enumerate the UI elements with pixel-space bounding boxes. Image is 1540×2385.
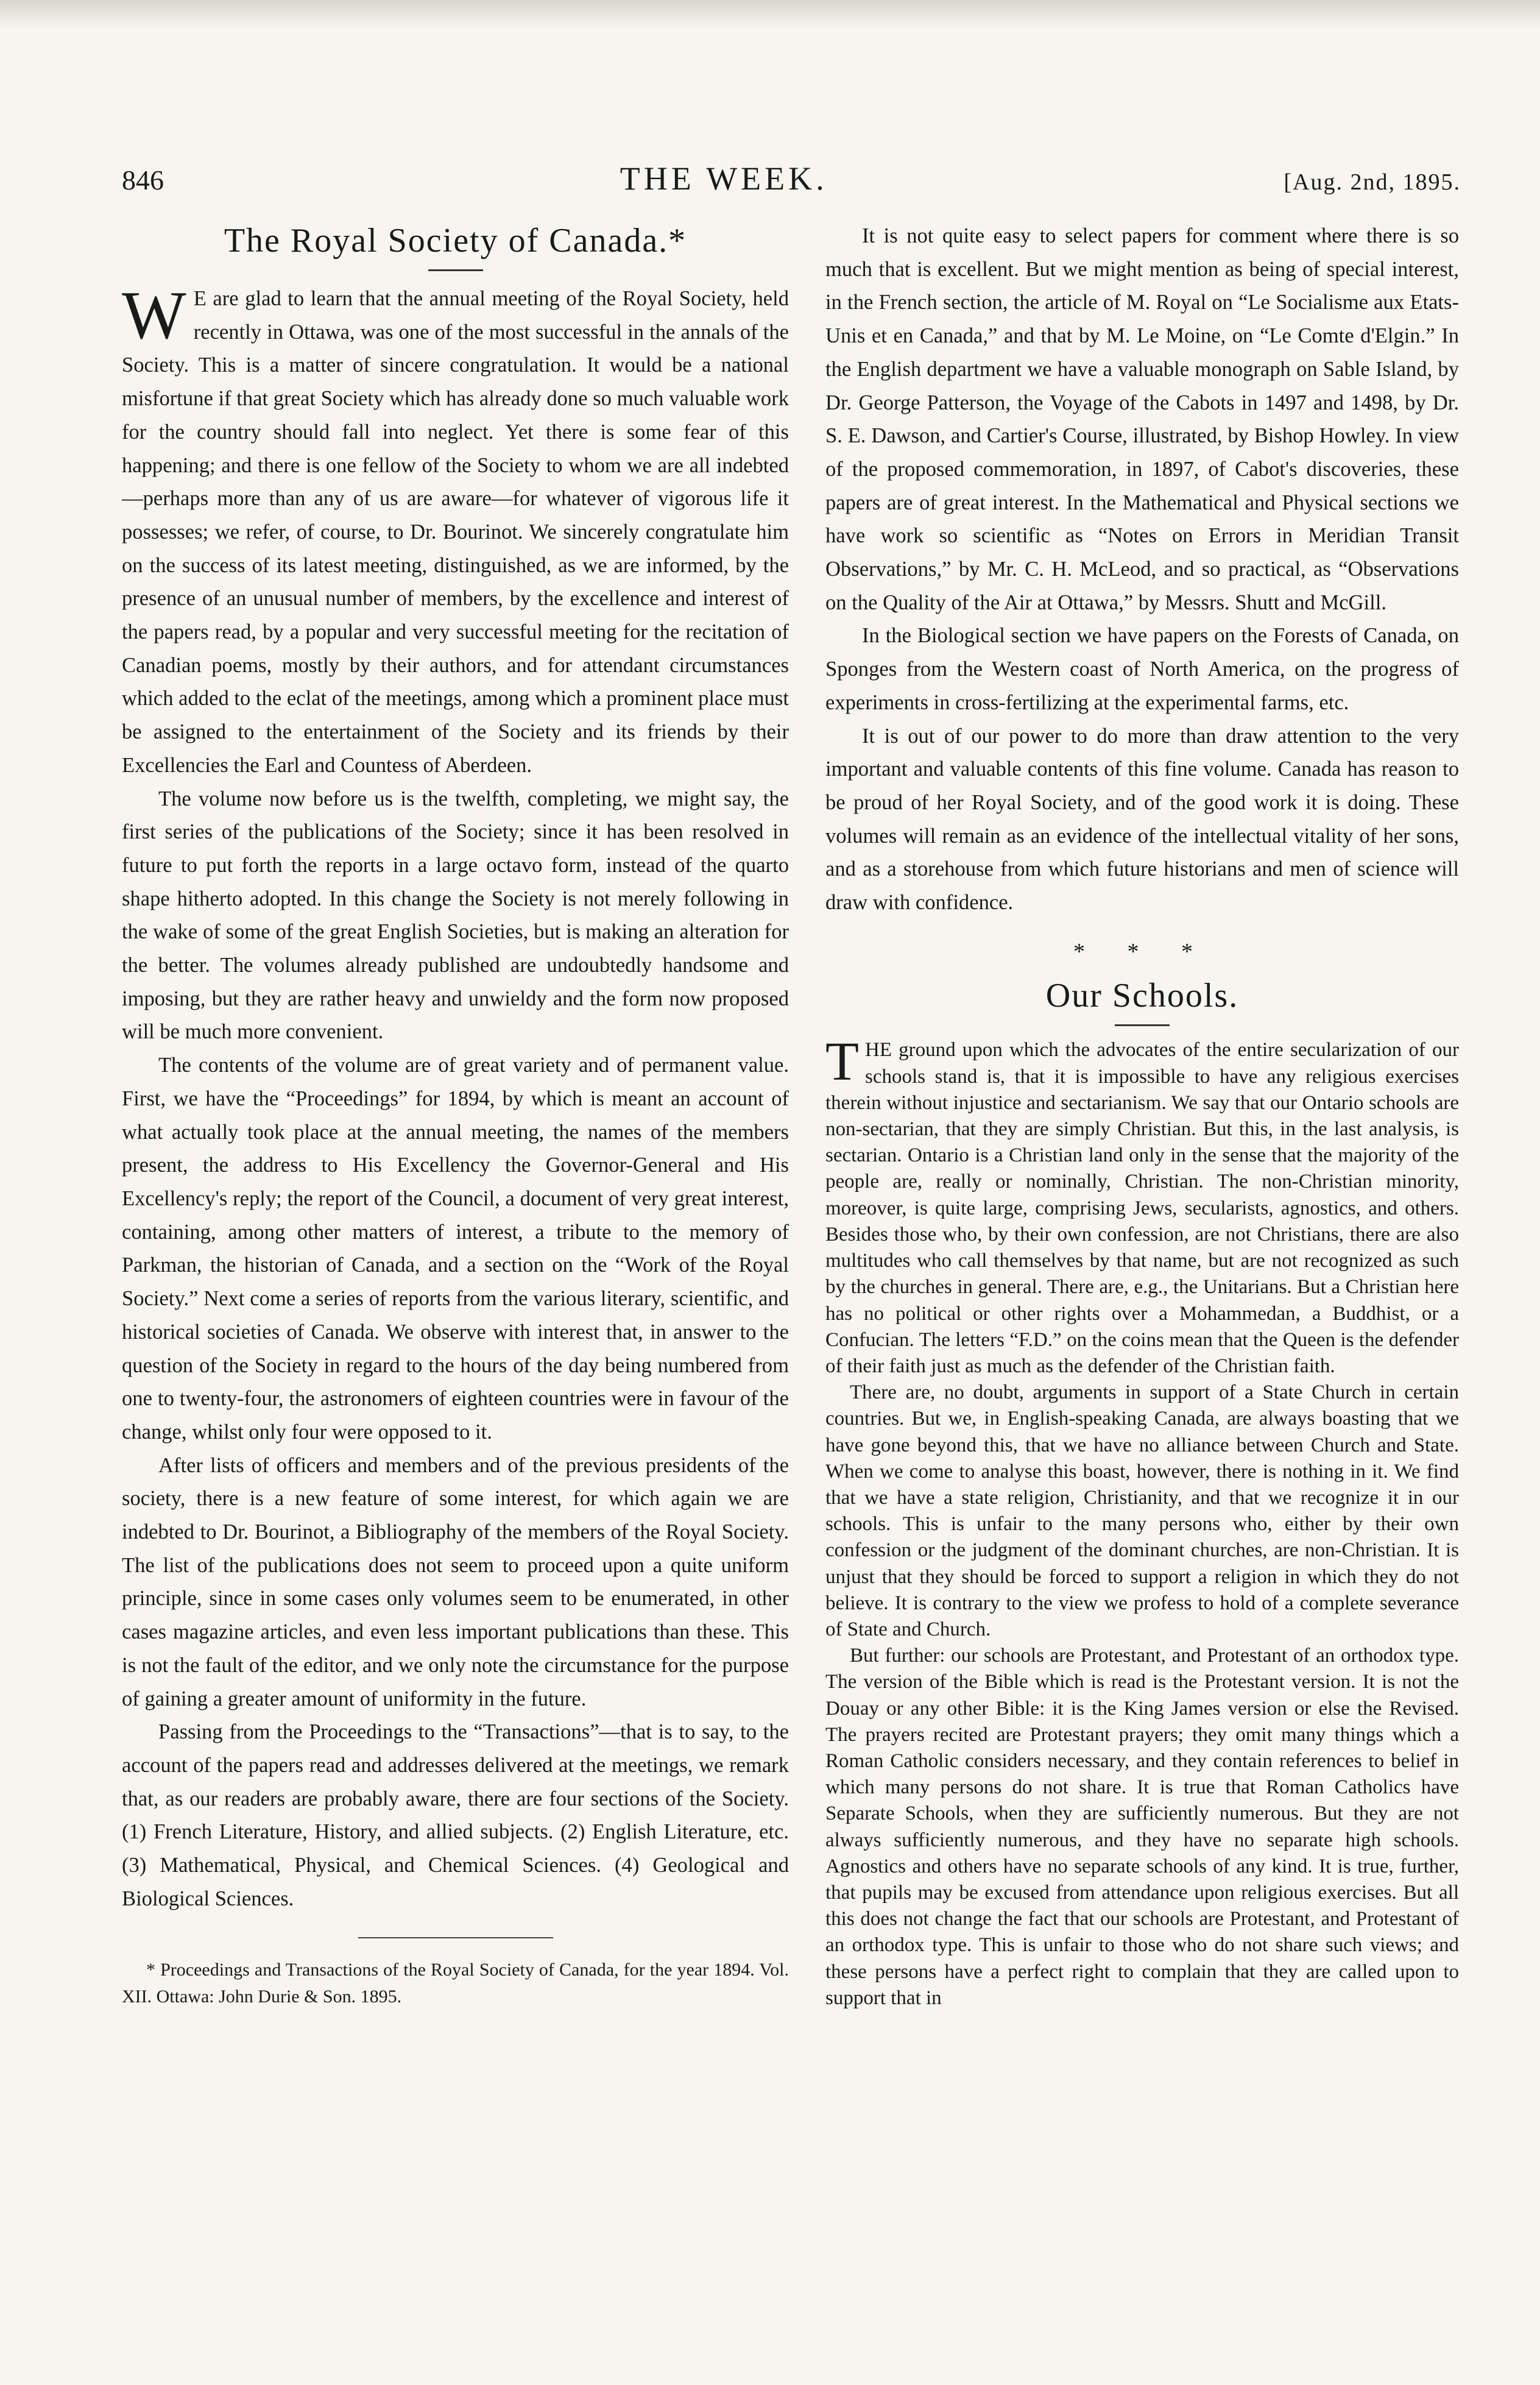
- paragraph: [122, 278, 789, 782]
- issue-date: [Aug. 2nd, 1895.: [1284, 169, 1461, 195]
- dropcap: T: [825, 1032, 859, 1093]
- left-column: [122, 219, 789, 2029]
- footnote-rule: [358, 1937, 553, 1938]
- paragraph: It is out of our power to do more than draw attention to the very important and valuable contents of this fine volume. Canada has reason to be proud of her Royal Society, and of the good work it is doing. These volumes will remain as an evidence of the intellectual vitality of her sons, and as a storehouse from which future historians and men of science will draw with confidence.: [825, 724, 1459, 915]
- paragraph: Passing from the Proceedings to the “Transactions”—that is to say, to the account of the papers read and addresses delivered at the meetings, we remark that, as our readers are probably aware, there are four sections of the Society. (1) French Literature, History, and allied subjects. (2) English Literature, etc. (3) Mathematical, Physical, and Chemical Sciences. (4) Geological and Biological Sciences.: [122, 1720, 789, 1910]
- title-rule: [428, 269, 483, 271]
- paragraph: The contents of the volume are of great variety and of permanent value. First, we have the “Proceedings” for 1894, by which is meant an account of what actually took place at the annual meeting, the names of the members present, the address to His Excellency the Governor-General and His Excellency's reply; the report of the Council, a document of very great interest, containing, among other matters of interest, a tribute to the memory of Parkman, the historian of Canada, and a section on the “Work of the Royal Society.” Next come a series of reports from the various literary, scientific, and historical societies of Canada. We observe with interest that, in answer to the question of the Society in regard to the hours of the day being numbered from one to twenty-four, the astronomers of eighteen countries were in favour of the change, whilst only four were opposed to it.: [122, 1054, 789, 1444]
- scan-edge: [0, 0, 1540, 29]
- paragraph: It is not quite easy to select papers for comment where there is so much that is excellent. But we might mention as being of special interest, in the French section, the article of M. Royal on “Le Socialisme aux Etats-Unis et en Canada,” and that by M. Le Moine, on “Le Comte d'Elgin.” In the English department we have a valuable monograph on Sable Island, by Dr. George Patterson, the Voyage of the Cabots in 1497 and 1498, by Dr. S. E. Dawson, and Cartier's Course, illustrated, by Bishop Howley. In view of the proposed commemoration, in 1897, of Cabot's discoveries, these papers are of great interest. In the Mathematical and Physical sections we have work so scientific as “Notes on Errors in Meridian Transit Observations,” by Mr. C. H. McLeod, and so practical, as “Observations on the Quality of the Air at Ottawa,” by Messrs. Shutt and McGill.: [825, 224, 1459, 614]
- article-title-our-schools: Our Schools.: [1045, 977, 1239, 1015]
- page-header: [122, 160, 1461, 202]
- paragraph: There are, no doubt, arguments in support of a State Church in certain countries. But we, in English-speaking Canada, are always boasting that we have gone beyond this, that we have no alliance between Church and State. When we come to analyse this boast, however, there is nothing in it. We find that we have a state religion, Christianity, and that we recognize it in our schools. This is unfair to the many persons who, either by their own confession or the judgment of the dominant churches, are non-Christian. It is unjust that they should be forced to support a religion in which they do not believe. It is contrary to the view we profess to hold of a complete severance of State and Church.: [825, 1381, 1459, 1640]
- right-column: [825, 219, 1459, 2011]
- paragraph: The volume now before us is the twelfth, completing, we might say, the first series of the publications of the Society; since it has been resolved in future to put forth the reports in a large octavo form, instead of the quarto shape hitherto adopted. In this change the Society is not merely following in the wake of some of the great English Societies, but is making an alteration for the better. The volumes already published are undoubtedly handsome and imposing, but they are rather heavy and unwieldy and the form now proposed will be much more convenient.: [122, 787, 789, 1044]
- paragraph-text: E are glad to learn that the annual meeting of the Royal Society, held recently in Ottawa, was one of the most successful in the annals of the Society. This is a matter of sincere congratulation. It would be a national misfortune if that great Society which has already done so much valuable work for the country should fall into neglect. Yet there is some fear of this happening; and there is one fellow of the Society to whom we are all indebted—perhaps more than any of us are aware—for whatever of vigorous life it possesses; we refer, of course, to Dr. Bourinot. We sincerely congratulate him on the success of its latest meeting, distinguished, as we are informed, by the presence of an unusual number of members, by the excellence and interest of the papers read, by a popular and very successful meeting for the recitation of Canadian poems, mostly by their authors, and for attendant circumstances which added to the eclat of the meetings, among which a prominent place must be assigned to the entertainment of the Society and its friends by their Excellencies the Earl and Countess of Aberdeen.: [122, 287, 789, 777]
- section-separator: * * *: [1073, 938, 1211, 965]
- paragraph: After lists of officers and members and of the previous presidents of the society, there is a new feature of some interest, for which again we are indebted to Dr. Bourinot, a Bibliography of the members of the Royal Society. The list of the publications does not seem to proceed upon a quite uniform principle, since in some cases only volumes seem to be enumerated, in other cases magazine articles, and even less important publications than these. This is not the fault of the editor, and we only note the circumstance for the purpose of gaining a greater amount of uniformity in the future.: [122, 1453, 789, 1710]
- paragraph: But further: our schools are Protestant, and Protestant of an orthodox type. The version of the Bible which is read is the Protestant version. It is not the Douay or any other Bible: it is the King James version or else the Revised. The prayers recited are Protestant prayers; they omit many things which a Roman Catholic considers necessary, and they contain references to belief in which many persons do not share. It is true that Roman Catholics have Separate Schools, when they are sufficiently numerous. But they are not always sufficiently numerous, and they have no separate high schools. Agnostics and others have no separate schools of any kind. It is true, further, that pupils may be excused from attendance upon religious exercises. But all this does not change the fact that our schools are Protestant, and Protestant of an orthodox type. This is unfair to those who do not share such views; and these persons have a perfect right to complain that they are called upon to support that in: [825, 1645, 1459, 2009]
- schools-article-body: [825, 1032, 1459, 2011]
- running-title: THE WEEK.: [620, 160, 828, 197]
- page-number: 846: [122, 165, 164, 196]
- dropcap: W: [122, 278, 186, 353]
- paragraph-text: HE ground upon which the advocates of the entire secularization of our schools stand is, that it is impossible to have any religious exercises therein without injustice and sectarianism. We say that our Ontario schools are non-sectarian, that they are simply Christian. But this, in the last analysis, is sectarian. Ontario is a Christian land only in the sense that the majority of the people are, really or nominally, Christian. The non-Christian minority, moreover, is quite large, comprising Jews, secularists, agnostics, and others. Besides those who, by their own confession, are not Christians, there are also multitudes who call themselves by that name, but are not recognized as such by the churches in general. There are, e.g., the Unitarians. But a Christian here has no political or other rights over a Mohammedan, a Buddhist, or a Confucian. The letters “F.D.” on the coins mean that the Queen is the defender of their faith just as much as the defender of the Christian faith.: [825, 1039, 1459, 1377]
- footnote: * Proceedings and Transactions of the Royal Society of Canada, for the year 1894. Vol. XII. Ottawa: John Durie & Son. 1895.: [122, 1960, 789, 2007]
- paragraph: In the Biological section we have papers on the Forests of Canada, on Sponges from the Western coast of North America, on the progress of experiments in cross-fertilizing at the experimental farms, etc.: [825, 624, 1459, 714]
- article-title-royal-society: The Royal Society of Canada.*: [224, 222, 687, 260]
- paragraph: [825, 1032, 1459, 1380]
- title-rule: [1115, 1024, 1170, 1026]
